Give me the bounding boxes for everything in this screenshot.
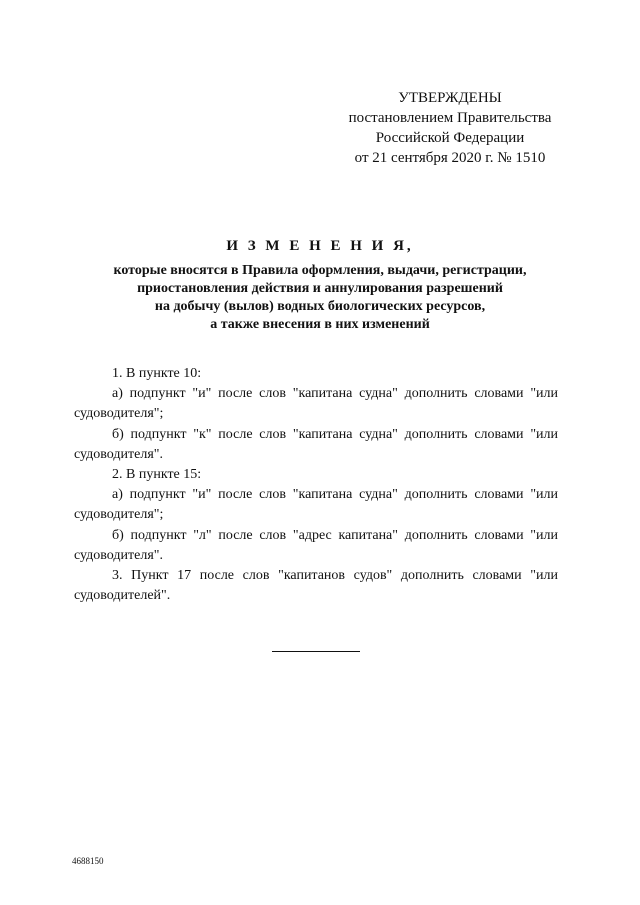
document-title — [60, 236, 580, 334]
paragraph-15-b: б) подпункт "л" после слов "адрес капитана" дополнить словами "или судоводителя". — [74, 527, 558, 563]
paragraph-15-a: а) подпункт "и" после слов "капитана судна" дополнить словами "или судоводителя"; — [74, 487, 558, 523]
document-code: 4688150 — [72, 856, 104, 866]
title-subline: приостановления действия и аннулирования разрешений — [137, 281, 503, 296]
approval-line-federation: Российской Федерации — [375, 130, 525, 146]
document-body — [74, 364, 558, 606]
paragraph-point-10: 1. В пункте 10: — [112, 366, 202, 381]
title-subline: на добычу (вылов) водных биологических ресурсов, — [154, 299, 486, 314]
paragraph-point-15: 2. В пункте 15: — [112, 467, 202, 483]
approval-line-date-number: от 21 сентября 2020 г. № 1510 — [354, 150, 546, 166]
approval-heading: УТВЕРЖДЕНЫ — [398, 90, 502, 106]
end-divider — [272, 651, 360, 652]
paragraph-point-17: 3. Пункт 17 после слов "капитанов судов" дополнить словами "или судоводителей". — [74, 568, 558, 604]
approval-stamp — [330, 88, 570, 168]
title-subline: которые вносятся в Правила оформления, выдачи, регистрации, — [113, 263, 527, 278]
title-heading: И З М Е Н Е Н И Я, — [226, 238, 414, 254]
paragraph-10-b: б) подпункт "к" после слов "капитана судна" дополнить словами "или судоводителя". — [74, 426, 558, 462]
approval-line-resolution: постановлением Правительства — [348, 110, 552, 126]
paragraph-10-a: а) подпункт "и" после слов "капитана судна" дополнить словами "или судоводителя"; — [74, 386, 558, 422]
title-subline: а также внесения в них изменений — [210, 317, 430, 332]
